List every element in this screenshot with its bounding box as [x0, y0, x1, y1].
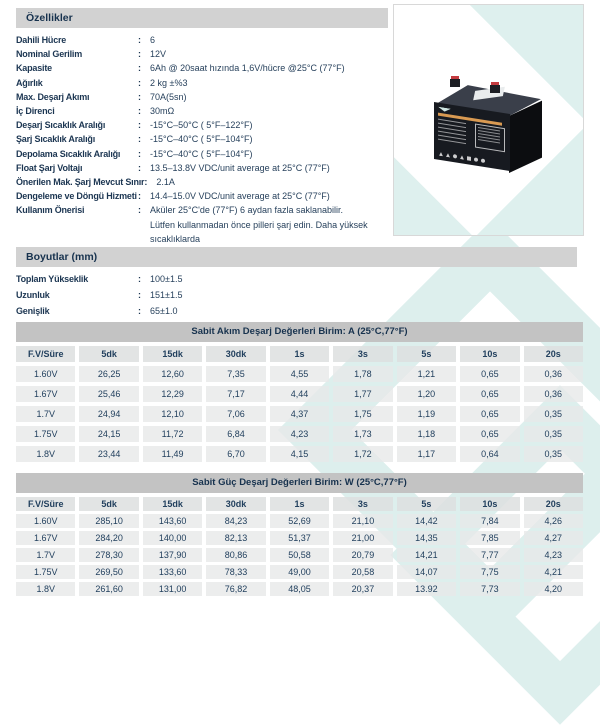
- table-cell: 4,23: [270, 426, 329, 442]
- table-cell: 4,37: [270, 406, 329, 422]
- table-cell: 12,10: [143, 406, 202, 422]
- product-image-panel: [393, 4, 584, 236]
- table-header-cell: 15dk: [143, 497, 202, 511]
- table-cell: 7,35: [206, 366, 265, 382]
- table-cell: 14,07: [397, 565, 456, 579]
- table-header-cell: 30dk: [206, 497, 265, 511]
- table-cell: 51,37: [270, 531, 329, 545]
- table-cell: 4,23: [524, 548, 583, 562]
- table-cell: 1,19: [397, 406, 456, 422]
- table-cell: 14,21: [397, 548, 456, 562]
- table-cell: 1.67V: [16, 386, 75, 402]
- table-cell: 50,58: [270, 548, 329, 562]
- table-cell: 1.8V: [16, 446, 75, 462]
- spec-value-line: 70A(5sn): [150, 91, 187, 102]
- spec-value: [150, 161, 388, 175]
- table-cell: 140,00: [143, 531, 202, 545]
- warning-icons-row: [439, 152, 485, 163]
- spec-label: Ağırlık: [16, 77, 43, 88]
- spec-value-line: 2.1A: [156, 177, 175, 188]
- table-header-cell: 5dk: [79, 497, 138, 511]
- spec-row: [16, 61, 388, 75]
- spec-row: [16, 76, 388, 90]
- battery-product-photo: [394, 5, 584, 236]
- dimension-value-line: 151±1.5: [150, 290, 183, 300]
- spec-value: [156, 175, 388, 189]
- spec-value: [150, 61, 388, 75]
- table-cell: 1,20: [397, 386, 456, 402]
- spec-value: [150, 132, 388, 146]
- table-cell: 1,18: [397, 426, 456, 442]
- table-cell: 137,90: [143, 548, 202, 562]
- table-cell: 84,23: [206, 514, 265, 528]
- table-cell: 4,15: [270, 446, 329, 462]
- table-cell: 0,35: [524, 446, 583, 462]
- table-cell: 11,49: [143, 446, 202, 462]
- table-cell: 4,21: [524, 565, 583, 579]
- spec-list: [16, 33, 388, 260]
- table-header-row: [16, 497, 583, 511]
- spec-value: [150, 189, 388, 203]
- table-cell: 24,15: [79, 426, 138, 442]
- label-warning-box: [475, 123, 505, 152]
- spec-row: [16, 175, 388, 189]
- spec-value-line: 14.4–15.0V VDC/unit average at 25°C (77°F): [150, 191, 330, 202]
- spec-value-line: 13.5–13.8V VDC/unit average at 25°C (77°F): [150, 162, 330, 173]
- table-cell: 4,44: [270, 386, 329, 402]
- spec-label: Kullanım Önerisi: [16, 205, 85, 216]
- warning-circle-icon: [453, 154, 457, 159]
- table-cell: 6,70: [206, 446, 265, 462]
- table-title-constant-current: Sabit Akım Deşarj Değerleri Birim: A (25°C,77°F): [16, 322, 583, 342]
- spec-row: [16, 189, 388, 203]
- table-cell: 13.92: [397, 582, 456, 596]
- spec-value: [150, 118, 388, 132]
- table-cell: 24,94: [79, 406, 138, 422]
- table-cell: 0,36: [524, 386, 583, 402]
- table-cell: 7,73: [460, 582, 519, 596]
- table-cell: 4,27: [524, 531, 583, 545]
- table-cell: 52,69: [270, 514, 329, 528]
- warning-triangle-icon: [446, 153, 450, 158]
- table-cell: 21,00: [333, 531, 392, 545]
- table-row: [16, 366, 583, 382]
- table-cell: 1,75: [333, 406, 392, 422]
- table-cell: 0,65: [460, 406, 519, 422]
- table-cell: 4,26: [524, 514, 583, 528]
- table-cell: 7,17: [206, 386, 265, 402]
- spec-label: Dahili Hücre: [16, 35, 67, 45]
- table-header-cell: 10s: [460, 497, 519, 511]
- spec-row: [16, 161, 388, 175]
- warning-circle-icon: [481, 158, 485, 163]
- spec-colon: :: [138, 77, 141, 88]
- table-cell: 1.7V: [16, 406, 75, 422]
- table-row: [16, 582, 583, 596]
- table-header-cell: 15dk: [143, 346, 202, 362]
- spec-value-line: 2 kg ±%3: [150, 77, 188, 88]
- dimension-label: Uzunluk: [16, 290, 50, 300]
- table-cell: 1,73: [333, 426, 392, 442]
- table-cell: 78,33: [206, 565, 265, 579]
- table-header-cell: 5s: [397, 497, 456, 511]
- table-cell: 20,79: [333, 548, 392, 562]
- table-cell: 1.75V: [16, 426, 75, 442]
- table-cell: 23,44: [79, 446, 138, 462]
- spec-colon: :: [138, 191, 141, 202]
- table-header-cell: 3s: [333, 346, 392, 362]
- spec-label: Şarj Sıcaklık Aralığı: [16, 134, 96, 145]
- table-cell: 26,25: [79, 366, 138, 382]
- spec-value-line: -15°C–50°C ( 5°F–122°F): [150, 120, 253, 131]
- table-cell: 269,50: [79, 565, 138, 579]
- table-header-cell: 20s: [524, 346, 583, 362]
- spec-colon: :: [138, 162, 141, 173]
- table-row: [16, 565, 583, 579]
- table-body: [16, 366, 583, 462]
- table-header-cell: 20s: [524, 497, 583, 511]
- spec-label: Nominal Gerilim: [16, 49, 83, 60]
- warning-square-icon: [467, 156, 471, 161]
- table-cell: 0,65: [460, 386, 519, 402]
- spec-row: [16, 90, 388, 104]
- battery-terminal-icon: [450, 79, 460, 87]
- table-cell: 6,84: [206, 426, 265, 442]
- spec-value-line: 12V: [150, 49, 167, 60]
- spec-row: [16, 33, 388, 47]
- table-cell: 261,60: [79, 582, 138, 596]
- dimension-colon: :: [138, 290, 141, 300]
- table-cell: 284,20: [79, 531, 138, 545]
- spec-label: İç Direnci: [16, 106, 55, 117]
- warning-triangle-icon: [439, 152, 443, 157]
- table-header-cell: 1s: [270, 497, 329, 511]
- table-cell: 278,30: [79, 548, 138, 562]
- spec-value: [150, 147, 388, 161]
- spec-label: Kapasite: [16, 63, 52, 74]
- spec-colon: :: [138, 35, 141, 45]
- spec-row: [16, 118, 388, 132]
- dimension-row: [16, 271, 388, 287]
- spec-colon: :: [138, 120, 141, 131]
- table-header-row: [16, 346, 583, 362]
- label-fine-print: [438, 119, 466, 147]
- table-cell: 49,00: [270, 565, 329, 579]
- spec-value: [150, 47, 388, 61]
- table-cell: 1.60V: [16, 366, 75, 382]
- dimension-value: [150, 271, 388, 287]
- spec-value: [150, 104, 388, 118]
- dimension-value-line: 100±1.5: [150, 274, 183, 284]
- spec-value-line: Aküler 25°C'de (77°F) 6 aydan fazla saklanabilir.: [150, 205, 344, 216]
- table-cell: 1.60V: [16, 514, 75, 528]
- table-row: [16, 548, 583, 562]
- table-cell: 0,65: [460, 426, 519, 442]
- table-cell: 0,36: [524, 366, 583, 382]
- spec-colon: :: [138, 148, 141, 159]
- dimension-label: Genişlik: [16, 306, 50, 316]
- spec-value: [150, 33, 388, 47]
- section-header-ozellikler: Özellikler: [16, 8, 388, 28]
- spec-label: Deşarj Sıcaklık Aralığı: [16, 120, 106, 131]
- table-cell: 12,29: [143, 386, 202, 402]
- spec-value-line: Lütfen kullanmadan önce pilleri şarj edin. Daha yüksek sıcaklıklarda: [150, 219, 368, 244]
- table-cell: 1,21: [397, 366, 456, 382]
- spec-colon: :: [138, 63, 141, 74]
- spec-value-line: -15°C–40°C ( 5°F–104°F): [150, 134, 253, 145]
- table-cell: 0,35: [524, 426, 583, 442]
- spec-label: Önerilen Mak. Şarj Mevcut Sınır: [16, 177, 145, 188]
- table-cell: 143,60: [143, 514, 202, 528]
- table-cell: 11,72: [143, 426, 202, 442]
- table-cell: 76,82: [206, 582, 265, 596]
- table-cell: 14,42: [397, 514, 456, 528]
- table-cell: 1,72: [333, 446, 392, 462]
- dimension-value: [150, 303, 388, 319]
- table-cell: 4,20: [524, 582, 583, 596]
- table-cell: 1,17: [397, 446, 456, 462]
- table-cell: 7,75: [460, 565, 519, 579]
- table-cell: 1.7V: [16, 548, 75, 562]
- spec-value-line: 6: [150, 35, 156, 45]
- spec-row: [16, 132, 388, 146]
- table-title-constant-power: Sabit Güç Deşarj Değerleri Birim: W (25°C,77°F): [16, 473, 583, 493]
- table-cell: 131,00: [143, 582, 202, 596]
- spec-colon: :: [138, 106, 141, 117]
- spec-value: [150, 90, 388, 104]
- spec-value-line: 30mΩ: [150, 106, 175, 117]
- dimensions-list: [16, 271, 388, 319]
- table-row: [16, 426, 583, 442]
- spec-label: Dengeleme ve Döngü Hizmeti: [16, 191, 137, 202]
- table-header-cell: 10s: [460, 346, 519, 362]
- dimension-value-line: 65±1.0: [150, 306, 178, 316]
- table-cell: 7,85: [460, 531, 519, 545]
- spec-label: Max. Deşarj Akımı: [16, 91, 90, 102]
- table-header-cell: 30dk: [206, 346, 265, 362]
- table-header-cell: 1s: [270, 346, 329, 362]
- spec-colon: :: [144, 177, 148, 188]
- dimension-row: [16, 287, 388, 303]
- table-cell: 20,37: [333, 582, 392, 596]
- spec-label: Depolama Sıcaklık Aralığı: [16, 148, 121, 159]
- table-row: [16, 446, 583, 462]
- table-cell: 1,77: [333, 386, 392, 402]
- spec-colon: :: [138, 49, 141, 60]
- table-cell: 7,77: [460, 548, 519, 562]
- warning-circle-icon: [474, 157, 478, 162]
- table-cell: 14,35: [397, 531, 456, 545]
- table-cell: 7,06: [206, 406, 265, 422]
- dimension-row: [16, 303, 388, 319]
- warning-triangle-icon: [460, 155, 464, 160]
- spec-value: [150, 76, 388, 90]
- brand-logo-icon: [438, 107, 451, 113]
- table-cell: 1.75V: [16, 565, 75, 579]
- table-cell: 48,05: [270, 582, 329, 596]
- table-cell: 133,60: [143, 565, 202, 579]
- table-cell: 80,86: [206, 548, 265, 562]
- spec-value-line: 6Ah @ 20saat hızında 1,6V/hücre @25°C (77°F): [150, 63, 345, 74]
- table-cell: 285,10: [79, 514, 138, 528]
- table-row: [16, 514, 583, 528]
- dimension-value: [150, 287, 388, 303]
- table-cell: 1.67V: [16, 531, 75, 545]
- spec-row: [16, 104, 388, 118]
- dimension-colon: :: [138, 306, 141, 316]
- spec-row: [16, 47, 388, 61]
- table-cell: 12,60: [143, 366, 202, 382]
- dimension-colon: :: [138, 274, 141, 284]
- table-cell: 0,35: [524, 406, 583, 422]
- table-cell: 4,55: [270, 366, 329, 382]
- battery-terminal-icon: [490, 85, 500, 93]
- spec-row: [16, 147, 388, 161]
- table-header-cell: 5s: [397, 346, 456, 362]
- spec-colon: :: [138, 205, 141, 216]
- spec-value-line: -15°C–40°C ( 5°F–104°F): [150, 148, 253, 159]
- table-row: [16, 386, 583, 402]
- table-cell: 21,10: [333, 514, 392, 528]
- spec-colon: :: [138, 91, 141, 102]
- table-header-cell: F.V/Süre: [16, 497, 75, 511]
- spec-colon: :: [138, 134, 141, 145]
- spec-label: Float Şarj Voltajı: [16, 162, 83, 173]
- table-cell: 0,65: [460, 366, 519, 382]
- table-body: [16, 514, 583, 596]
- dimension-label: Toplam Yükseklik: [16, 274, 88, 284]
- table-cell: 1.8V: [16, 582, 75, 596]
- table-header-cell: F.V/Süre: [16, 346, 75, 362]
- table-cell: 82,13: [206, 531, 265, 545]
- section-header-boyutlar: Boyutlar (mm): [16, 247, 577, 267]
- table-cell: 0,64: [460, 446, 519, 462]
- table-header-cell: 5dk: [79, 346, 138, 362]
- table-row: [16, 531, 583, 545]
- table-cell: 25,46: [79, 386, 138, 402]
- table-cell: 7,84: [460, 514, 519, 528]
- table-row: [16, 406, 583, 422]
- battery-front-label: [434, 102, 510, 171]
- table-cell: 1,78: [333, 366, 392, 382]
- table-header-cell: 3s: [333, 497, 392, 511]
- table-cell: 20,58: [333, 565, 392, 579]
